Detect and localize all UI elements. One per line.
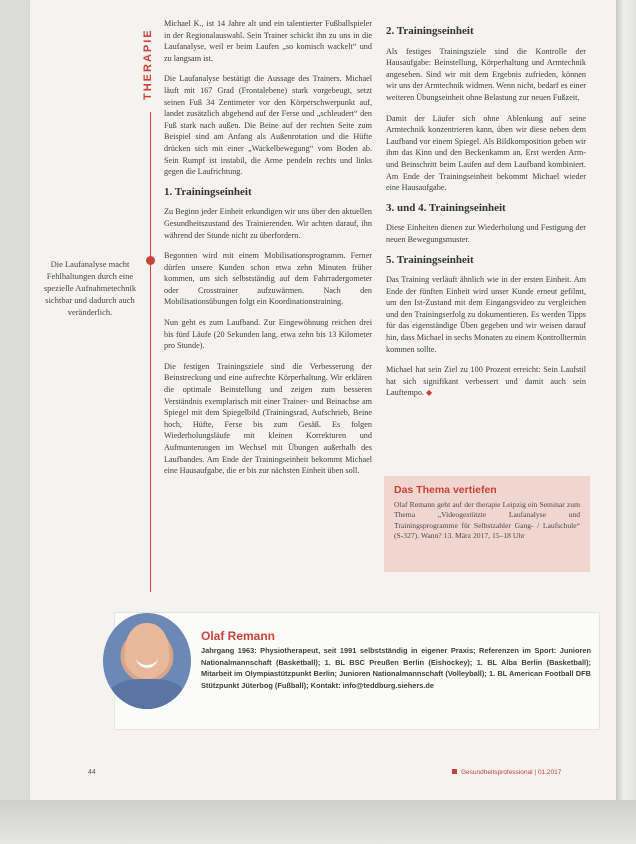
footer-square-icon bbox=[452, 769, 457, 774]
training-5-paragraph-2 bbox=[386, 364, 586, 399]
avatar-head bbox=[125, 623, 169, 679]
accent-dot bbox=[146, 256, 155, 265]
accent-rule bbox=[150, 112, 151, 592]
info-box-text: Olaf Remann geht auf der therapie Leipzig ein Seminar zum Thema „Videogestützte Laufanalyse und Trainingsprogramme für Selbstzahler Gang- / Laufschule“ (S-327). Wann? 13. März 2017, 15–18 Uhr bbox=[394, 500, 580, 541]
end-mark-icon: ◆ bbox=[426, 388, 433, 398]
heading-training-3-4: 3. und 4. Trainingseinheit bbox=[386, 201, 506, 214]
info-box-title: Das Thema vertiefen bbox=[394, 484, 497, 496]
training-1-paragraph-3: Nun geht es zum Laufband. Zur Eingewöhnung reichen drei bis fünf Läufe (20 Sekunden lang, etwa zehn bis 13 Kilometer pro Stunde). bbox=[164, 318, 372, 351]
training-1-paragraph-4: Die festigen Trainingsziele sind die Verbesserung der Beinstreckung und eine aufrechte Körperhaltung. Wir erklären die optimale Beinstellung und zeigen zum besseren Verständnis exemplarisch mit einer Trainer- und Beinachse am Spiegel mit dem Spiegelbild (Trainingsrad, Aufschrieb, Beine hoch, Hüfte, Ferse bis zum Gesäß. Es folgen Wiederholungsläufe mit kleinen Korrekturen und Aufmunterungen im Wechsel mit Übungen außerhalb des Laufbandes. Am Ende der Trainingseinheit bekommt Michael eine Hausaufgabe, die er bis zur nächsten Einheit üben soll. bbox=[164, 361, 372, 476]
footer-text: Gesundheitsprofessional | 01.2017 bbox=[461, 769, 562, 776]
training-1-paragraph-2: Begonnen wird mit einem Mobilisationsprogramm. Ferner dürfen unsere Kunden schon etwa zehn Minuten früher kommen, um sich selbstständig auf dem Fahrradergometer oder Crosstrainer aufzuwärmen. Nach den Mobilisationsübungen folgt ein Koordinationstraining. bbox=[164, 251, 372, 307]
training-2-paragraph-1: Als festiges Trainingsziele sind die Kontrolle der Hausaufgabe: Beinstellung, Körperhaltung und Armtechnik angesehen. Sind wir mit dem Ergebnis zufrieden, können wir uns der Armtechnik widmen. Wenn nicht, bedarf es einer weiteren Übungseinheit ohne Belastung zur neuen Fußzeit. bbox=[386, 46, 586, 102]
heading-training-2: 2. Trainingseinheit bbox=[386, 25, 474, 37]
training-3-4-paragraph: Diese Einheiten dienen zur Wiederholung und Festigung der neuen Bewegungsmuster. bbox=[386, 223, 586, 244]
avatar bbox=[103, 613, 191, 709]
sidenote: Die Laufanalyse macht Fehlhaltungen durch eine spezielle Aufnahmetechnik sichtbar und dadurch auch veränderlich. bbox=[43, 259, 137, 317]
conclusion-text: Michael hat sein Ziel zu 100 Prozent erreicht: Sein Laufstil hat sich signifikant verbessert und damit auch sein Lauftempo. bbox=[386, 365, 586, 398]
left-column bbox=[164, 18, 372, 486]
page-edge bbox=[616, 0, 636, 844]
heading-training-1: 1. Trainingseinheit bbox=[164, 185, 252, 198]
author-name: Olaf Remann bbox=[201, 629, 276, 643]
info-box bbox=[384, 476, 590, 572]
section-label: THERAPIE bbox=[142, 28, 154, 100]
training-1-paragraph-1: Zu Beginn jeder Einheit erkundigen wir uns über den aktuellen Gesundheitszustand des Trainierenden. Wir achten darauf, ihn während der Stunde nicht zu überfordern. bbox=[164, 207, 372, 240]
training-2-paragraph-2: Damit der Läufer sich ohne Ablenkung auf seine Armtechnik konzentrieren kann, üben wir diese neben dem Laufband vor einem Spiegel. Als Bildkomposition geben wir ihm das Kinn und den Beckenkamm an. Erst werden Arm- und Beinschritt beim Laufen auf dem Laufband kombiniert. Am Ende der Trainingseinheit bekommt Michael wieder eine Hausaufgabe. bbox=[386, 113, 586, 193]
avatar-shirt bbox=[109, 679, 185, 709]
page-number: 44 bbox=[88, 769, 96, 776]
intro-paragraph-1: Michael K., ist 14 Jahre alt und ein talentierter Fußballspieler in der Regionalauswahl. Sein Trainer schickt ihn zu uns in die Laufanalyse, weil er beim Laufen „so komisch wackelt“ und zu langsam ist. bbox=[164, 19, 372, 63]
page-bottom-shadow bbox=[0, 800, 636, 844]
author-box bbox=[114, 612, 600, 730]
intro-paragraph-2: Die Laufanalyse bestätigt die Aussage des Trainers. Michael läuft mit 167 Grad (Frontalebene) stark vorgebeugt, setzt seinen Fuß 34 Zentimeter vor den Körperschwerpunkt auf, landet zusätzlich abgehend auf der Ferse und „schleudert“ den Fuß stark nach außen. Die Beine auf der rechten Seite zum Beispiel sind am Anfang als Außenrotation und die Hüfte drücken sich mit einer „Wackelbewegung“ vom Boden ab. Sein Rumpf ist instabil, die Arme pendeln rechts und links gegen die Laufrichtung. bbox=[164, 74, 372, 177]
heading-training-5: 5. Trainingseinheit bbox=[386, 253, 474, 266]
training-5-paragraph-1: Das Training verläuft ähnlich wie in der ersten Einheit. Am Ende der fünften Einheit wird unser Kunde erneut gefilmt, um den Ist-Zustand mit dem Eingangsvideo zu vergleichen und den Trainingserfolg zu dokumentieren. Es werden Tipps für das eigenständige Üben gegeben und wir weisen darauf hin, dass Michael in sechs Monaten zu einem Kontrolltermin kommen sollte. bbox=[386, 275, 586, 354]
author-bio: Jahrgang 1963: Physiotherapeut, seit 1991 selbstständig in eigener Praxis; Referenzen im Sport: Junioren Nationalmannschaft (Basketball); 1. BL BSC Preußen Berlin (Eishockey); 1. BL Alba Berlin (Basketball); Mitarbeit im Olympiastützpunkt Berlin; Junioren Nationalmannschaft (Volleyball); 1. BL American Football DFB Stützpunkt Jüterbog (Fußball); Kontakt: info@teddburg.siehers.de bbox=[201, 646, 591, 690]
footer bbox=[452, 769, 561, 776]
right-column bbox=[386, 26, 586, 408]
